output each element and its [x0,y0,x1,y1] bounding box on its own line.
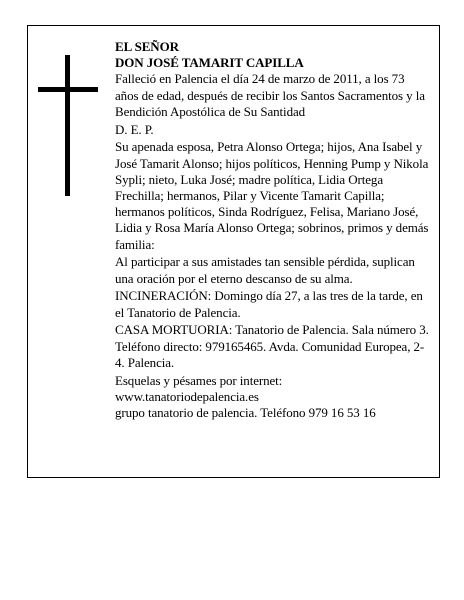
cross-icon-horizontal-bar [38,87,98,92]
funeral-home-paragraph: CASA MORTUORIA: Tanatorio de Palencia. Sala número 3. Teléfono directo: 979165465. Avda. Comunidad Europea, 2-4. Palencia. [115,322,429,370]
cross-icon-vertical-bar [65,55,70,196]
internet-line: Esquelas y pésames por internet: [115,372,283,388]
group-line: grupo tanatorio de palencia. Teléfono 979 16 53 16 [115,405,376,421]
website-link[interactable]: www.tanatoriodepalencia.es [115,388,259,404]
deceased-name: DON JOSÉ TAMARIT CAPILLA [115,55,304,71]
death-paragraph: Falleció en Palencia el día 24 de marzo de 2011, a los 73 años de edad, después de recibir los Santos Sacramentos y la Bendición Apostólica de Su Santidad [115,71,425,119]
request-paragraph: Al participar a sus amistades tan sensible pérdida, suplican una oración por el eterno descanso de su alma. [115,254,415,286]
family-paragraph: Su apenada esposa, Petra Alonso Ortega; hijos, Ana Isabel y José Tamarit Alonso; hijos políticos, Henning Pump y Nikola Sypli; nieto, Luka José; madre política, Lidia Ortega Frechilla; hermanos, Pilar y Vicente Tamarit Capilla; hermanos políticos, Sinda Rodríguez, Felisa, Mariano José, Lidia y Rosa María Alonso Ortega; sobrinos, primos y demás familia: [115,139,429,252]
cremation-paragraph: INCINERACIÓN: Domingo día 27, a las tres de la tarde, en el Tanatorio de Palencia. [115,288,423,320]
notice-title: EL SEÑOR [115,39,179,54]
rip-line: D. E. P. [115,121,154,137]
obituary-text [115,39,430,421]
